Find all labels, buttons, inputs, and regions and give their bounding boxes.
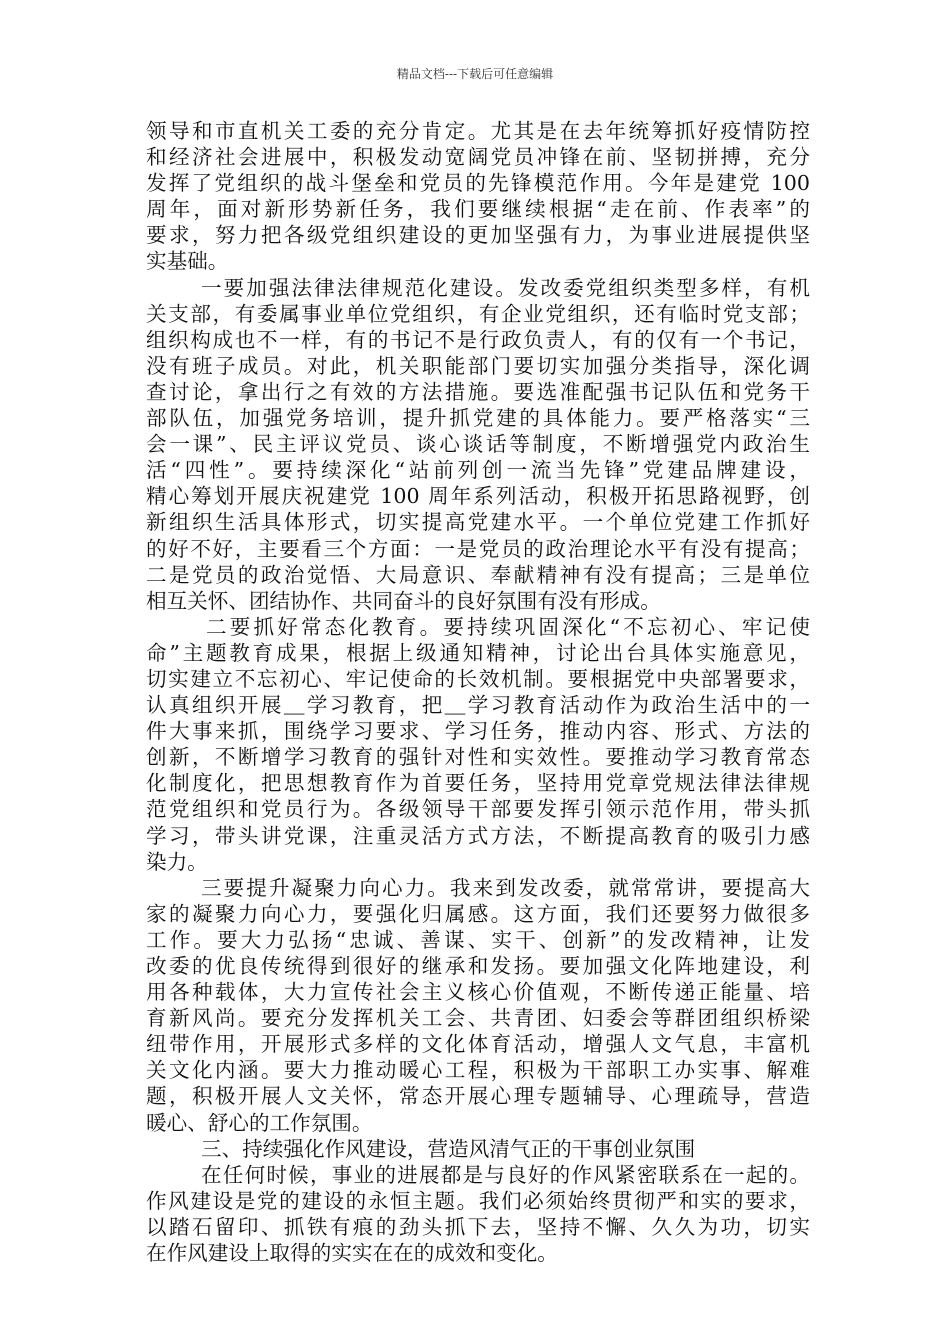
document-body [146,118,810,1266]
text-line: 三、持续强化作风建设，营造风清气正的干事创业氛围 [201,1136,696,1161]
text-line: 相互关怀、团结协作、共同奋斗的良好氛围有没有形成。 [146,588,661,613]
text-line: 家的凝聚力向心力，要强化归属感。这方面，我们还要努力做很多 [146,901,810,926]
text-line: 活“四性”。要持续深化“站前列创一流当先锋”党建品牌建设， [146,458,810,483]
text-line: 命”主题教育成果，根据上级通知精神，讨论出台具体实施意见， [146,640,810,665]
text-line: 纽带作用，开展形式多样的文化体育活动，增强人文气息，丰富机 [146,1032,810,1057]
text-line: 和经济社会进展中，积极发动宽阔党员冲锋在前、坚韧拼搏，充分 [146,145,810,170]
text-line: 在作风建设上取得的实实在在的成效和变化。 [146,1241,558,1266]
text-line: 用各种载体，大力宣传社会主义核心价值观，不断传递正能量、培 [146,980,810,1005]
text-line: 一要加强法律法律规范化建设。发改委党组织类型多样，有机 [201,275,810,300]
text-line: 要求，努力把各级党组织建设的更加坚强有力，为事业进展提供坚 [146,223,810,248]
text-line: 工作。要大力弘扬“忠诚、善谋、实干、创新”的发改精神，让发 [146,927,810,952]
text-line: 件大事来抓，围绕学习要求、学习任务，推动内容、形式、方法的 [146,719,810,744]
text-line: 育新风尚。要充分发挥机关工会、共青团、妇委会等群团组织桥梁 [146,1006,810,1031]
text-line: 三要提升凝聚力向心力。我来到发改委，就常常讲，要提高大 [201,875,810,900]
text-line: 在任何时候，事业的进展都是与良好的作风紧密联系在一起的。 [201,1162,810,1187]
text-line: 会一课”、民主评议党员、谈心谈话等制度，不断增强党内政治生 [146,432,810,457]
text-line: 周年，面对新形势新任务，我们要继续根据“走在前、作表率”的 [146,197,810,222]
text-line: 认真组织开展＿学习教育，把＿学习教育活动作为政治生活中的一 [146,693,810,718]
text-line: 精心筹划开展庆祝建党 100 周年系列活动，积极开拓思路视野，创 [146,484,810,509]
text-line: 二是党员的政治觉悟、大局意识、奉献精神有没有提高；三是单位 [146,562,810,587]
text-line: 二要抓好常态化教育。要持续巩固深化“不忘初心、牢记使 [206,614,810,639]
text-line: 没有班子成员。对此，机关职能部门要切实加强分类指导，深化调 [146,353,810,378]
text-line: 关文化内涵。要大力推动暖心工程，积极为干部职工办实事、解难 [146,1058,810,1083]
page-header: 精品文档---下载后可任意编辑 [396,67,554,81]
text-line: 范党组织和党员行为。各级领导干部要发挥引领示范作用，带头抓 [146,797,810,822]
text-line: 创新，不断增学习教育的强针对性和实效性。要推动学习教育常态 [146,745,810,770]
text-line: 学习，带头讲党课，注重灵活方式方法，不断提高教育的吸引力感 [146,823,810,848]
text-line: 实基础。 [146,249,229,274]
text-line: 暖心、舒心的工作氛围。 [146,1110,373,1135]
text-line: 题，积极开展人文关怀，常态开展心理专题辅导、心理疏导，营造 [146,1084,810,1109]
text-line: 改委的优良传统得到很好的继承和发扬。要加强文化阵地建设，利 [146,954,810,978]
text-line: 作风建设是党的建设的永恒主题。我们必须始终贯彻严和实的要求， [146,1188,810,1213]
text-line: 组织构成也不一样，有的书记不是行政负责人，有的仅有一个书记， [146,327,810,352]
text-line: 新组织生活具体形式，切实提高党建水平。一个单位党建工作抓好 [146,510,810,535]
text-line: 以踏石留印、抓铁有痕的劲头抓下去，坚持不懈、久久为功，切实 [146,1214,810,1239]
text-line: 的好不好，主要看三个方面：一是党员的政治理论水平有没有提高； [146,536,810,561]
text-line: 部队伍，加强党务培训，提升抓党建的具体能力。要严格落实“三 [146,406,810,431]
text-line: 关支部，有委属事业单位党组织，有企业党组织，还有临时党支部； [146,301,810,326]
text-line: 切实建立不忘初心、牢记使命的长效机制。要根据党中央部署要求， [146,666,810,691]
text-line: 领导和市直机关工委的充分肯定。尤其是在去年统筹抓好疫情防控 [146,119,810,143]
text-line: 化制度化，把思想教育作为首要任务，坚持用党章党规法律法律规 [146,771,810,796]
text-line: 染力。 [146,849,208,874]
text-line: 查讨论，拿出行之有效的方法措施。要选准配强书记队伍和党务干 [146,379,810,404]
text-line: 发挥了党组织的战斗堡垒和党员的先锋模范作用。今年是建党 100 [146,171,810,196]
